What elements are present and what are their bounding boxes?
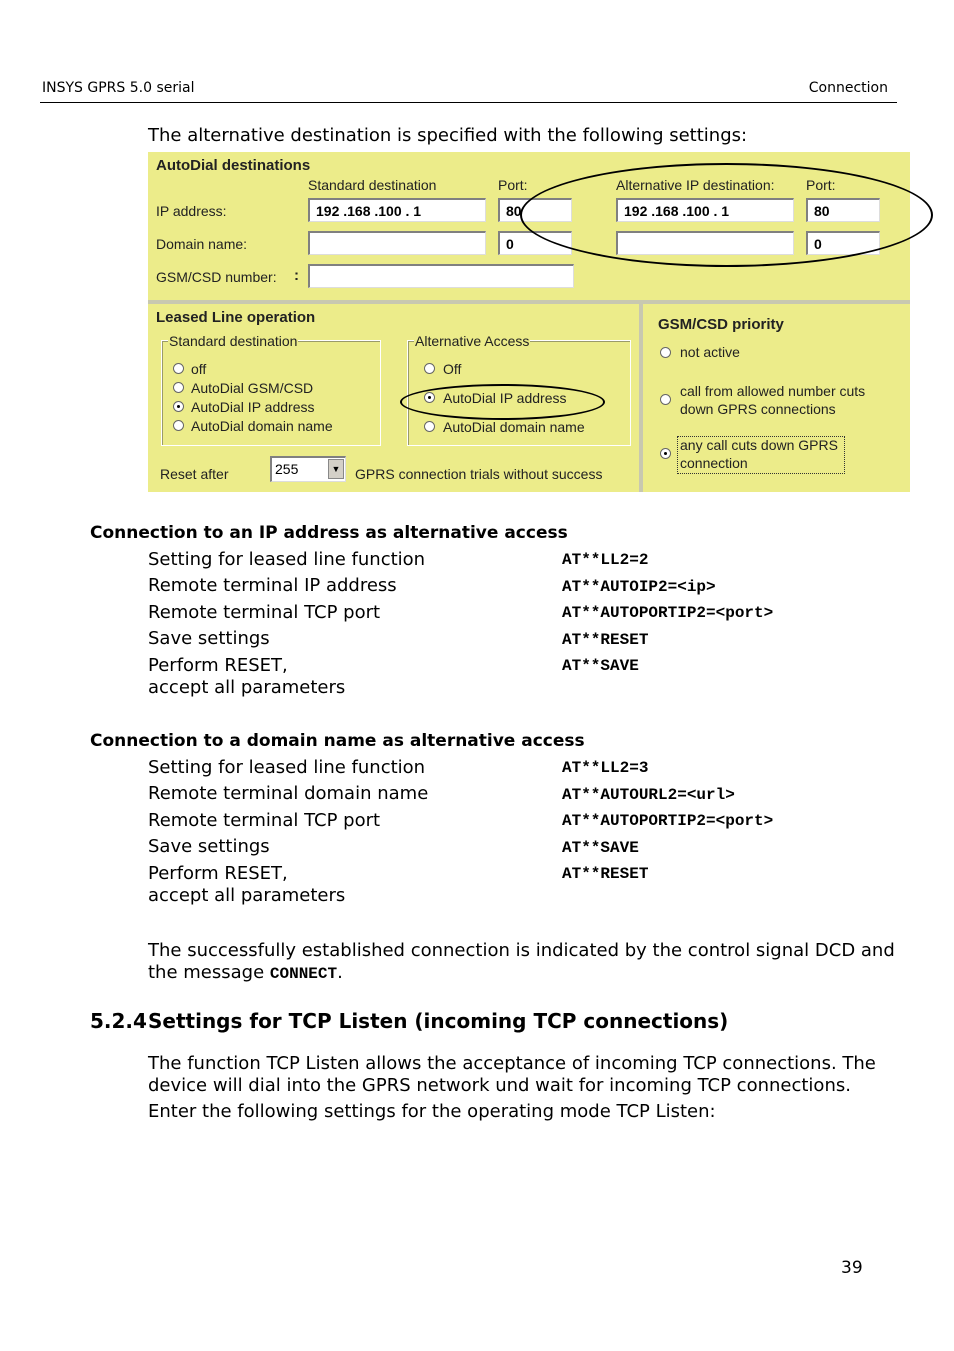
header-rule — [40, 102, 897, 103]
tcp-para-2: Enter the following settings for the operating mode TCP Listen: — [148, 1101, 716, 1122]
header-section: Connection — [808, 80, 888, 96]
radio-prio-not-active-label: not active — [680, 344, 740, 360]
section-divider — [148, 300, 910, 304]
alt-dest-label: Alternative IP destination: — [616, 177, 775, 193]
radio-std-gsm-label: AutoDial GSM/CSD — [191, 380, 314, 396]
dom-row-4-label: Save settings — [148, 836, 270, 857]
section-tcp-number: 5.2.4 — [90, 1009, 147, 1033]
dom-row-3-label: Remote terminal TCP port — [148, 810, 381, 831]
dom-row-5-label: Perform RESET, — [148, 863, 288, 884]
ip-row-4-label: Save settings — [148, 628, 270, 649]
port-std-input[interactable]: 80 — [498, 198, 572, 222]
domain-std-input[interactable] — [308, 231, 486, 255]
page-number: 39 — [841, 1258, 863, 1278]
section-tcp-title: Settings for TCP Listen (incoming TCP connections) — [148, 1009, 729, 1033]
section-domain-heading: Connection to a domain name as alternative access — [90, 731, 585, 751]
dom-row-5-cmd: AT**RESET — [562, 865, 649, 883]
radio-prio-allowed[interactable] — [660, 394, 671, 405]
domain-port-std-input[interactable]: 0 — [498, 231, 572, 255]
gsm-number-colon: : — [294, 267, 299, 284]
alt-access-group-title: Alternative Access — [415, 333, 530, 349]
intro-text: The alternative destination is specified with the following settings: — [148, 125, 748, 146]
ip-address-label: IP address: — [156, 203, 227, 219]
radio-prio-allowed-label-1: call from allowed number cuts — [680, 383, 866, 399]
port-alt-input[interactable]: 80 — [806, 198, 880, 222]
alt-ip-option-highlight-ellipse — [400, 384, 605, 420]
port-label-1: Port: — [498, 177, 528, 193]
dom-row-4-cmd: AT**SAVE — [562, 839, 639, 857]
reset-after-label: Reset after — [160, 466, 229, 482]
ip-row-2-cmd: AT**AUTOIP2=<ip> — [562, 578, 716, 596]
dom-row-1-label: Setting for leased line function — [148, 757, 426, 778]
tcp-para-1-line-2: device will dial into the GPRS network und wait for incoming TCP connections. — [148, 1075, 851, 1096]
radio-std-off[interactable] — [173, 363, 184, 374]
dom-row-2-label: Remote terminal domain name — [148, 783, 429, 804]
tcp-para-1-line-1: The function TCP Listen allows the acceptance of incoming TCP connections. The — [148, 1053, 876, 1074]
header-doc-title: INSYS GPRS 5.0 serial — [42, 80, 195, 96]
radio-alt-off-label: Off — [443, 361, 462, 377]
dcd-paragraph-line-1: The successfully established connection is indicated by the control signal DCD and — [148, 940, 895, 961]
leased-line-title: Leased Line operation — [156, 309, 316, 326]
radio-prio-not-active[interactable] — [660, 347, 671, 358]
domain-name-label: Domain name: — [156, 236, 248, 252]
autodial-title: AutoDial destinations — [156, 157, 311, 174]
radio-alt-off[interactable] — [424, 363, 435, 374]
reset-count-value: 255 — [275, 461, 299, 477]
ip-row-5-label-2: accept all parameters — [148, 677, 346, 698]
ip-row-5-label: Perform RESET, — [148, 655, 288, 676]
gsm-number-input[interactable] — [308, 264, 574, 288]
radio-prio-any-call-label-1: any call cuts down GPRS — [680, 437, 838, 453]
dom-row-1-cmd: AT**LL2=3 — [562, 759, 649, 777]
connect-code: CONNECT — [269, 965, 338, 983]
ip-row-3-cmd: AT**AUTOPORTIP2=<port> — [562, 604, 774, 622]
radio-std-domain-label: AutoDial domain name — [191, 418, 333, 434]
radio-alt-ip-label: AutoDial IP address — [443, 390, 567, 406]
alt-destination-highlight-ellipse — [520, 163, 933, 267]
radio-std-off-label: off — [191, 361, 207, 377]
ip-row-4-cmd: AT**RESET — [562, 631, 649, 649]
radio-std-ip-label: AutoDial IP address — [191, 399, 315, 415]
dcd-paragraph-line-2: the message CONNECT. — [148, 962, 343, 983]
ip-row-2-label: Remote terminal IP address — [148, 575, 397, 596]
dom-row-2-cmd: AT**AUTOURL2=<url> — [562, 786, 735, 804]
ip-row-5-cmd: AT**SAVE — [562, 657, 639, 675]
radio-alt-domain-label: AutoDial domain name — [443, 419, 585, 435]
std-dest-group-title: Standard destination — [169, 333, 298, 349]
radio-alt-domain[interactable] — [424, 421, 435, 432]
reset-suffix-label: GPRS connection trials without success — [355, 466, 603, 482]
radio-prio-any-call-label-2: connection — [680, 455, 748, 471]
gsm-number-label: GSM/CSD number: — [156, 269, 277, 285]
port-label-2: Port: — [806, 177, 836, 193]
reset-count-select[interactable] — [270, 456, 346, 482]
ip-row-1-cmd: AT**LL2=2 — [562, 551, 649, 569]
dom-row-3-cmd: AT**AUTOPORTIP2=<port> — [562, 812, 774, 830]
dropdown-arrow-icon[interactable]: ▼ — [328, 459, 344, 479]
radio-prio-allowed-label-2: down GPRS connections — [680, 401, 836, 417]
std-dest-label: Standard destination — [308, 177, 437, 193]
dom-row-5-label-2: accept all parameters — [148, 885, 346, 906]
radio-prio-any-call[interactable] — [660, 448, 671, 459]
radio-std-ip[interactable] — [173, 401, 184, 412]
section-ip-heading: Connection to an IP address as alternative access — [90, 523, 568, 543]
column-divider — [639, 304, 643, 492]
radio-std-gsm[interactable] — [173, 382, 184, 393]
gsm-priority-title: GSM/CSD priority — [658, 316, 784, 333]
ip-std-input[interactable]: 192 .168 .100 . 1 — [308, 198, 486, 222]
ip-alt-input[interactable]: 192 .168 .100 . 1 — [616, 198, 794, 222]
domain-port-alt-input[interactable]: 0 — [806, 231, 880, 255]
radio-std-domain[interactable] — [173, 420, 184, 431]
ip-row-1-label: Setting for leased line function — [148, 549, 426, 570]
ip-row-3-label: Remote terminal TCP port — [148, 602, 381, 623]
